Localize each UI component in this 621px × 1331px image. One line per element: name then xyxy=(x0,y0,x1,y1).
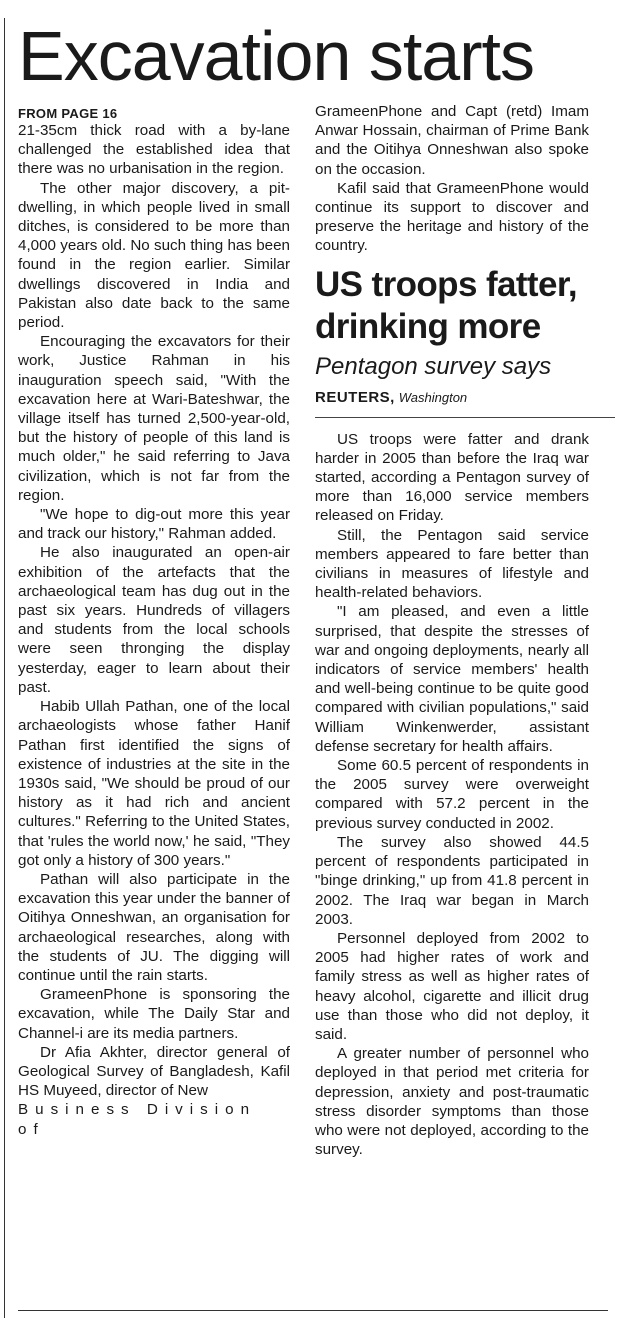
byline-place: Washington xyxy=(398,389,468,405)
article-paragraph: Still, the Pentagon said service members appeared to fare better than civilians in measures of lifestyle and health-related behaviors. xyxy=(315,526,589,602)
article-paragraph: Pathan will also participate in the excavation this year under the banner of Oitihya Onneshwan, an organisation for archaeological researches, along with the students of JU. The digging will continue until the rain starts. xyxy=(18,870,290,984)
page-headline: Excavation starts xyxy=(18,17,534,95)
left-column xyxy=(18,106,290,1139)
article-paragraph: The other major discovery, a pit-dwelling, in which people lived in small ditches, is considered to be more than 4,000 years old. No such thing has been found in the region earlier. Similar dwellings discovered in India and Pakistan also date back to the same period. xyxy=(18,179,290,332)
article-paragraph: Some 60.5 percent of respondents in the 2005 survey were overweight compared with 57.2 percent in the previous survey conducted in 2002. xyxy=(315,757,589,832)
article-paragraph: Personnel deployed from 2002 to 2005 had higher rates of work and family stress as well as higher rates of heavy alcohol, cigarette and illicit drug use than those who did not deploy, it said. xyxy=(315,929,589,1043)
article-paragraph: A greater number of personnel who deployed in that period met criteria for depression, anxiety and post-traumatic stress disorder symptoms than those who were not deployed, according to the survey. xyxy=(315,1045,589,1159)
second-article-headline: US troops fatter, drinking more xyxy=(315,264,578,346)
article-paragraph: "I am pleased, and even a little surprised, that despite the stresses of war and ongoing deployments, nearly all indicators of service members' health and well-being continue to be quite good compared with civilian populations," said William Winkenwerder, assistant defense secretary for health affairs. xyxy=(315,603,589,755)
article-paragraph: 21-35cm thick road with a by-lane challenged the established idea that there was no urbanisation in the region. xyxy=(18,122,290,178)
article-paragraph: The survey also showed 44.5 percent of respondents participated in "binge drinking," up from 41.8 percent in 2002. The Iraq war began in March 2003. xyxy=(315,833,589,928)
article-paragraph: Dr Afia Akhter, director general of Geological Survey of Bangladesh, Kafil HS Muyeed, director of New xyxy=(18,1043,290,1100)
byline-agency: REUTERS, xyxy=(315,388,395,406)
byline xyxy=(315,388,589,407)
right-column xyxy=(315,102,589,1159)
byline-rule xyxy=(315,417,615,418)
continuation-paragraph: GrameenPhone and Capt (retd) Imam Anwar Hossain, chairman of Prime Bank and the Oitihya Onneshwan also spoke on the occasion. xyxy=(315,103,589,178)
article-last-line: Business Division of xyxy=(18,1101,257,1138)
article-paragraph: "We hope to dig-out more this year and track our history," Rahman added. xyxy=(18,506,290,543)
continuation-paragraph: Kafil said that GrameenPhone would continue its support to discover and preserve the heritage and history of the country. xyxy=(315,179,589,255)
bottom-rule xyxy=(18,1310,608,1311)
article-paragraph: Habib Ullah Pathan, one of the local archaeologists whose father Hanif Pathan first identified the signs of existence of industries at the site in the 1930s said, "We should be proud of our history as it had rich and ancient cultures." Referring to the United States, that 'rules the world now,' he said, "They got only a history of 300 years." xyxy=(18,698,290,869)
article-paragraph: Encouraging the excavators for their work, Justice Rahman in his inauguration speech said, "With the excavation here at Wari-Bateshwar, the village itself has turned 2,500-year-old, but the history of people of this land is much older," he said referring to Java civilization, which is not far from the region. xyxy=(18,333,290,504)
article-paragraph: GrameenPhone is sponsoring the excavation, while The Daily Star and Channel-i are its media partners. xyxy=(18,986,290,1042)
jump-line: FROM PAGE 16 xyxy=(18,106,118,121)
article-paragraph: He also inaugurated an open-air exhibition of the artefacts that the archaeological team has dug out in the past six years. Hundreds of villagers and students from the local schools were seen thronging the display yesterday, eager to learn about their past. xyxy=(18,544,290,696)
article-paragraph: US troops were fatter and drank harder in 2005 than before the Iraq war started, according a Pentagon survey of more than 16,000 service members released on Friday. xyxy=(315,430,589,525)
left-border-rule xyxy=(4,18,5,1318)
second-article-deck: Pentagon survey says xyxy=(315,352,552,380)
